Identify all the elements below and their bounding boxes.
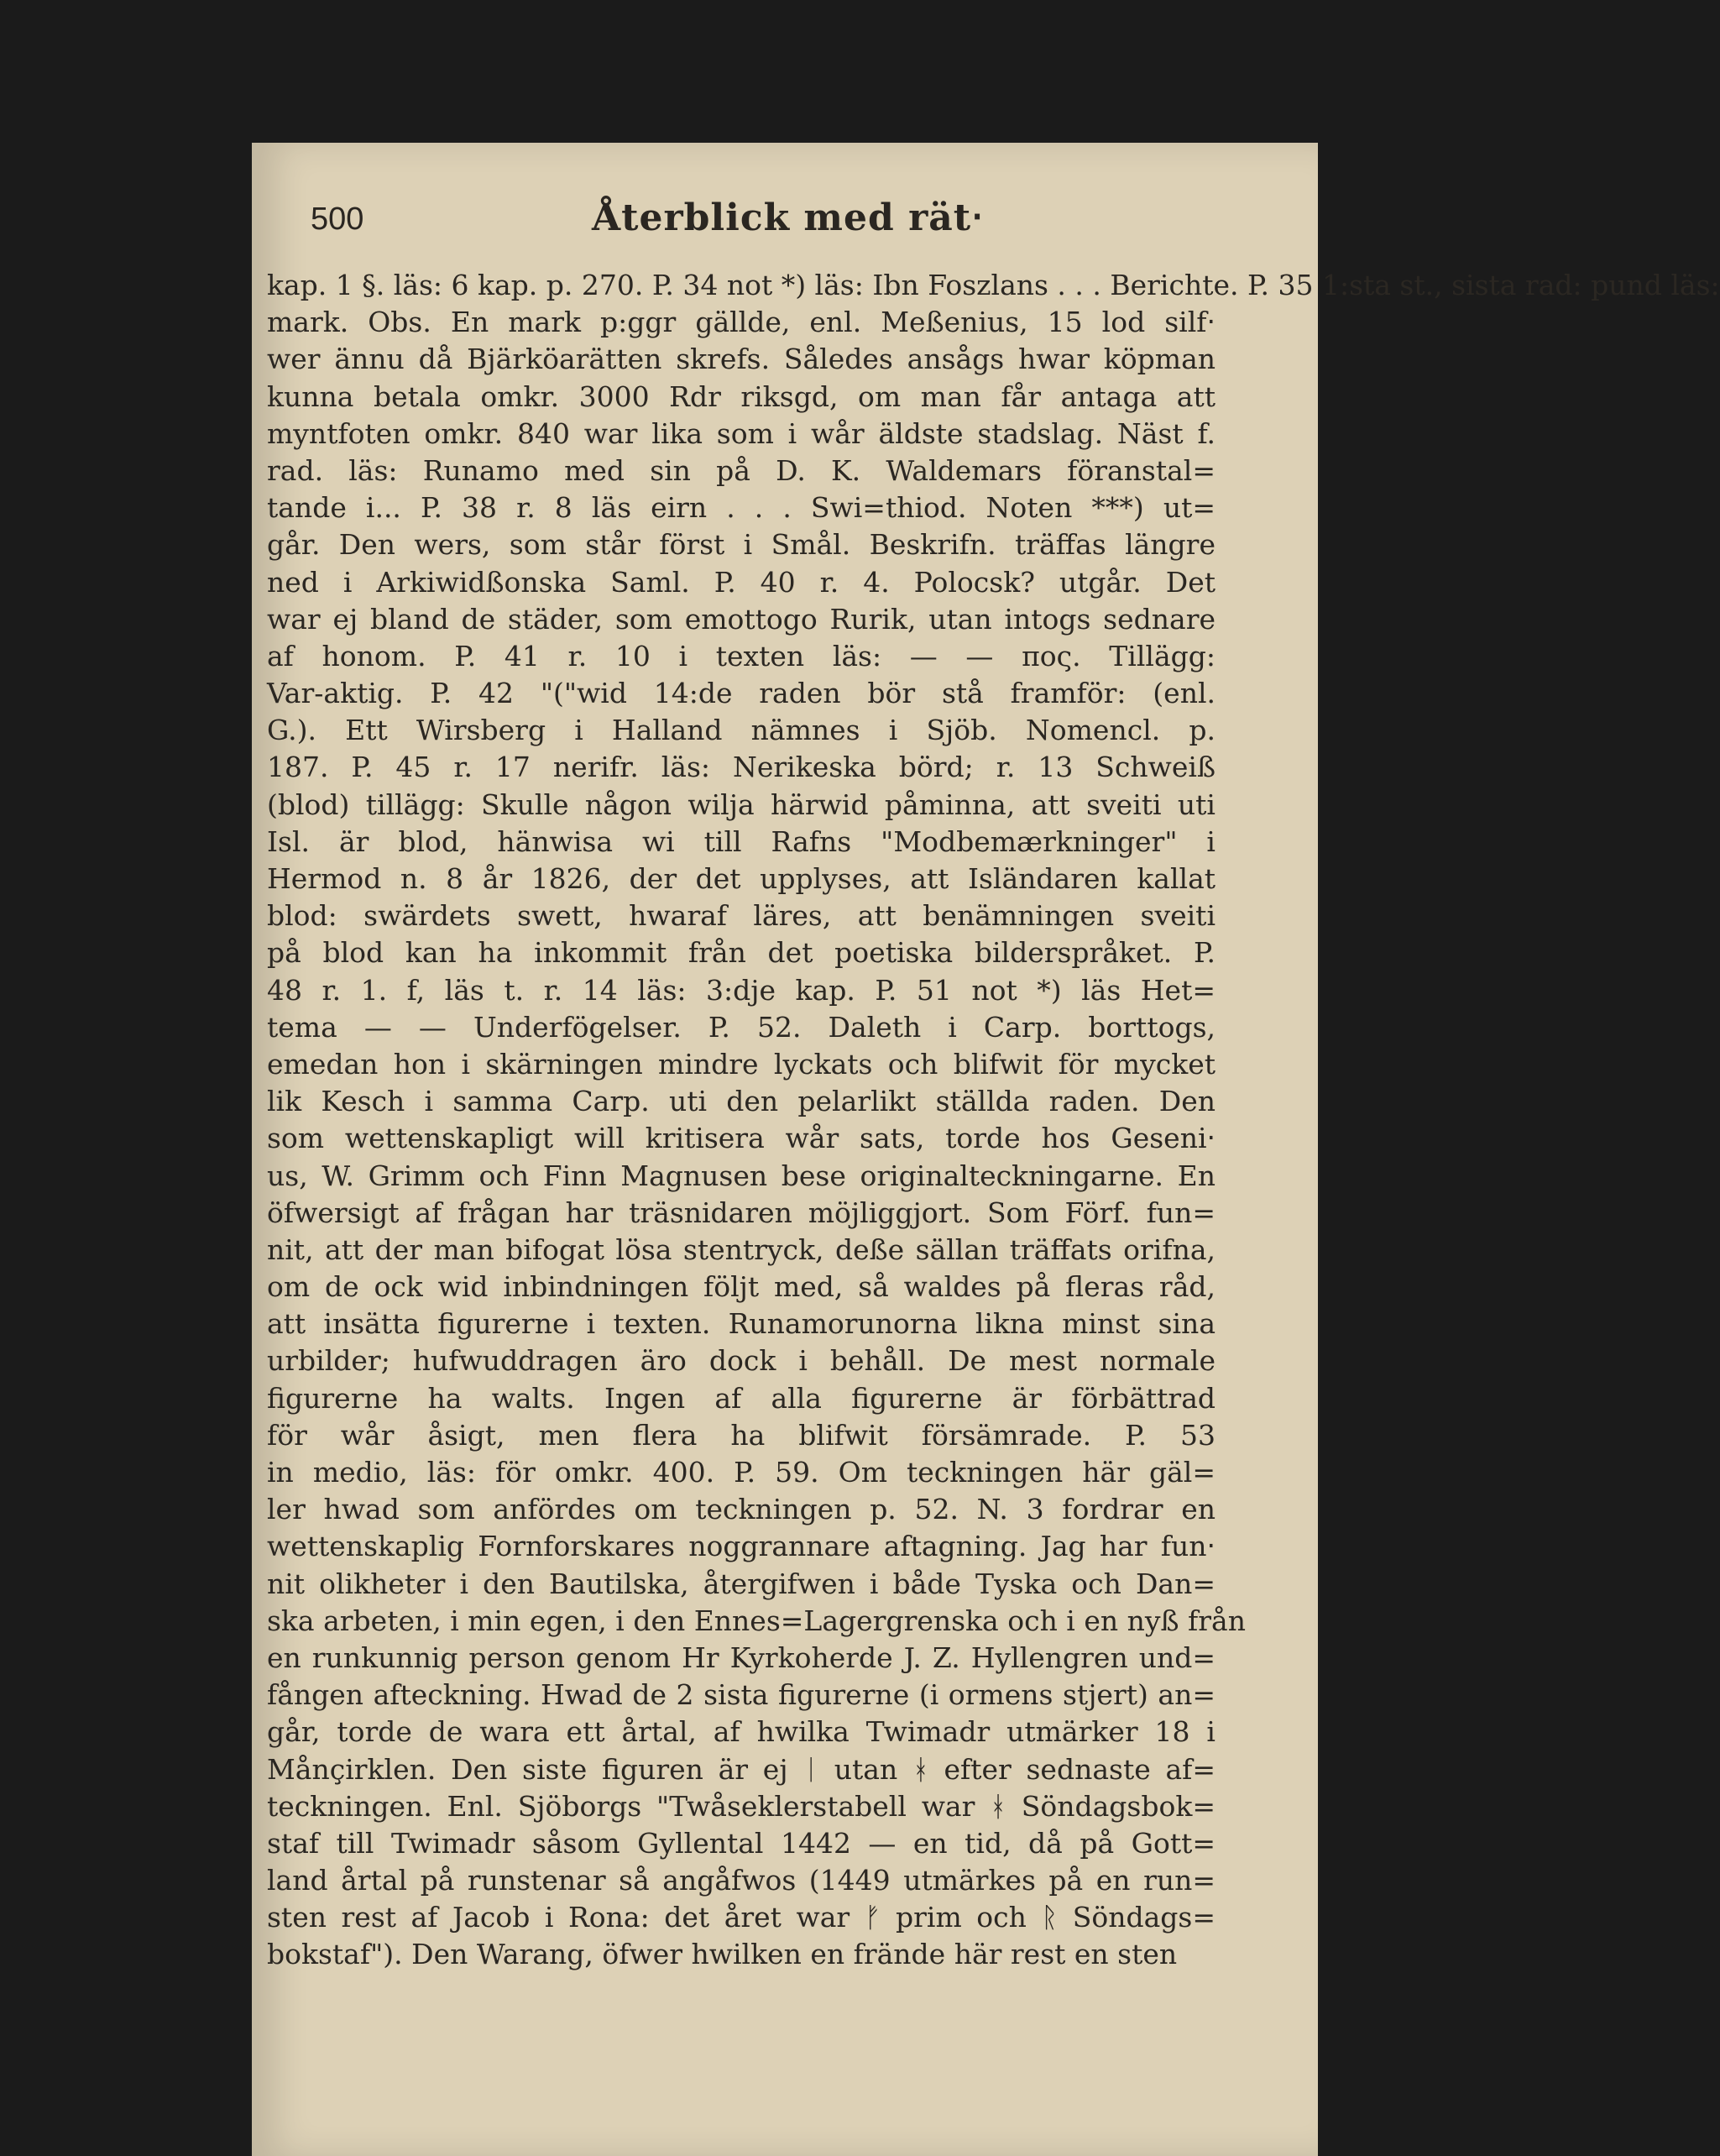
text-line: fången afteckning. Hwad de 2 sista figurerne (i ormens stjert) an= xyxy=(267,1678,1216,1712)
text-line: ler hwad som anfördes om teckningen p. 52. N. 3 fordrar en xyxy=(267,1493,1216,1526)
text-line: us, W. Grimm och Finn Magnusen bese originalteckningarne. En xyxy=(267,1159,1216,1192)
running-head: Återblick med rät‧ xyxy=(592,196,985,239)
text-line: myntfoten omkr. 840 war lika som i wår äldste stadslag. Näst f. xyxy=(267,416,1216,450)
page-header xyxy=(311,196,1217,252)
text-line: wettenskaplig Fornforskares noggrannare aftagning. Jag har fun‧ xyxy=(267,1530,1216,1563)
text-line: in medio, läs: för omkr. 400. P. 59. Om teckningen här gäl= xyxy=(267,1456,1216,1489)
text-line: bokstaf"). Den Warang, öfwer hwilken en frände här rest en sten xyxy=(267,1938,1178,1971)
text-line: 187. P. 45 r. 17 nerifr. läs: Nerikeska börd; r. 13 Schweiß xyxy=(267,751,1216,784)
text-line: staf till Twimadr såsom Gyllental 1442 — en tid, då på Gott= xyxy=(267,1826,1216,1860)
text-line: mark. Obs. En mark p:ggr gällde, enl. Meßenius, 15 lod silf‧ xyxy=(267,306,1216,339)
text-line: emedan hon i skärningen mindre lyckats och blifwit för mycket xyxy=(267,1047,1216,1081)
text-line: ska arbeten, i min egen, i den Ennes=Lagergrenska och i en nyß från xyxy=(267,1604,1246,1637)
text-line: war ej bland de städer, som emottogo Rurik, utan intogs sednare xyxy=(267,602,1216,636)
text-line: tande i... P. 38 r. 8 läs eirn . . . Swi=thiod. Noten ***) ut= xyxy=(267,491,1216,525)
text-line: lik Kesch i samma Carp. uti den pelarlikt ställda raden. Den xyxy=(267,1085,1216,1118)
text-line: figurerne ha walts. Ingen af alla figurerne är förbättrad xyxy=(267,1381,1216,1415)
text-line: Hermod n. 8 år 1826, der det upplyses, att Isländaren kallat xyxy=(267,862,1216,895)
text-line: (blod) tillägg: Skulle någon wilja härwid påminna, att sveiti uti xyxy=(267,788,1216,821)
text-line: blod: swärdets swett, hwaraf läres, att benämningen sveiti xyxy=(267,899,1216,933)
text-line: Isl. är blod, hänwisa wi till Rafns "Modbemærkninger" i xyxy=(267,824,1216,858)
text-line: att insätta figurerne i texten. Runamorunorna likna minst sina xyxy=(267,1307,1216,1341)
text-line: för wår åsigt, men flera ha blifwit försämrade. P. 53 xyxy=(267,1418,1216,1452)
text-line: kap. 1 §. läs: 6 kap. p. 270. P. 34 not *) läs: Ibn Foszlans . . . Berichte. P. 35 1:sta st., sista rad: pund läs: xyxy=(267,269,1720,301)
text-line: urbilder; hufwuddragen äro dock i behåll. De mest normale xyxy=(267,1344,1216,1378)
text-line: G.). Ett Wirsberg i Halland nämnes i Sjöb. Nomencl. p. xyxy=(267,714,1216,747)
text-line: på blod kan ha inkommit från det poetiska bilderspråket. P. xyxy=(267,936,1216,970)
text-line: nit olikheter i den Bautilska, återgifwen i både Tyska och Dan= xyxy=(267,1567,1216,1600)
text-line: nit, att der man bifogat lösa stentryck, deße sällan träffats orifna, xyxy=(267,1232,1216,1266)
text-line: land årtal på runstenar så angåfwos (1449 utmärkes på en run= xyxy=(267,1864,1216,1897)
text-line: tema — — Underfögelser. P. 52. Daleth i Carp. borttogs, xyxy=(267,1010,1216,1044)
text-line: öfwersigt af frågan har träsnidaren möjliggjort. Som Förf. fun= xyxy=(267,1196,1216,1229)
text-line: teckningen. Enl. Sjöborgs "Twåseklerstabell war ᚼ Söndagsbok= xyxy=(267,1789,1216,1823)
text-line: wer ännu då Bjärköarätten skrefs. Således ansågs hwar köpman xyxy=(267,343,1216,376)
text-line: ned i Arkiwidßonska Saml. P. 40 r. 4. Polocsk? utgår. Det xyxy=(267,565,1216,599)
text-line: 48 r. 1. f, läs t. r. 14 läs: 3:dje kap. P. 51 not *) läs Het= xyxy=(267,973,1216,1007)
text-line: om de ock wid inbindningen följt med, så waldes på fleras råd, xyxy=(267,1270,1216,1304)
text-line: Månçirklen. Den siste figuren är ej ᛁ utan ᚼ efter sednaste af= xyxy=(267,1752,1216,1786)
text-line: rad. läs: Runamo med sin på D. K. Waldemars föranstal= xyxy=(267,453,1216,487)
text-line: sten rest af Jacob i Rona: det året war ᚠ prim och ᚱ Söndags= xyxy=(267,1901,1216,1934)
body-text xyxy=(267,267,1720,1971)
text-line: som wettenskapligt will kritisera wår sats, torde hos Geseni‧ xyxy=(267,1122,1216,1155)
text-line: af honom. P. 41 r. 10 i texten läs: — — πος. Tillägg: xyxy=(267,639,1216,672)
text-line: en runkunnig person genom Hr Kyrkoherde J. Z. Hyllengren und= xyxy=(267,1641,1216,1674)
text-line: Var-aktig. P. 42 "("wid 14:de raden bör stå framför: (enl. xyxy=(267,677,1216,710)
text-line: kunna betala omkr. 3000 Rdr riksgd, om man får antaga att xyxy=(267,379,1216,413)
text-line: går. Den wers, som står först i Smål. Beskrifn. träffas längre xyxy=(267,528,1216,562)
text-line: går, torde de wara ett årtal, af hwilka Twimadr utmärker 18 i xyxy=(267,1715,1216,1749)
page-number: 500 xyxy=(311,201,364,237)
